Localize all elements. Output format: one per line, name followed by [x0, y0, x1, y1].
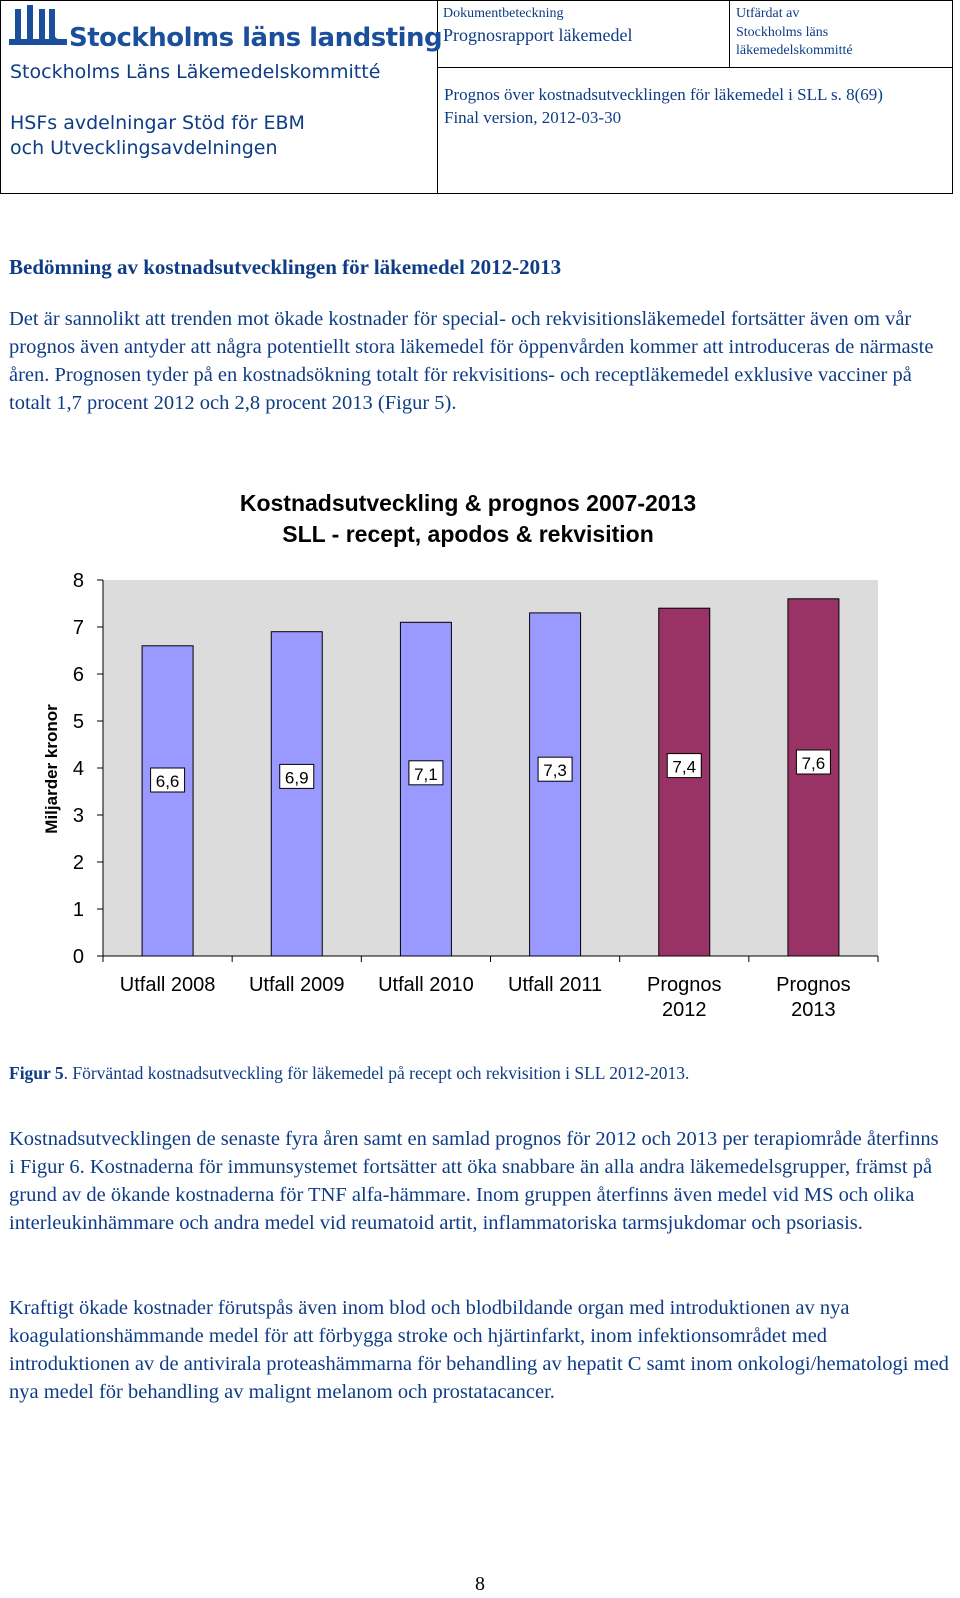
x-tick-label: Prognos [647, 974, 722, 996]
x-tick-label: Prognos [776, 974, 851, 996]
doc-designation-cell [437, 1, 730, 68]
chart-subtitle: SLL - recept, apodos & rekvisition [282, 521, 654, 547]
paragraph-1: Det är sannolikt att trenden mot ökade kostnader för special- och rekvisitionsläkemedel fortsätter även om vår prognos även antyder att några potentiellt stora läkemedel för öppenvården kommer att introduceras de närmaste åren. Prognosen tyder på en kostnadsökning totalt för rekvisitions- och receptläkemedel exklusive vacciner på totalt 1,7 procent 2012 och 2,8 procent 2013 (Figur 5). [9, 308, 934, 414]
x-tick-label: 2012 [662, 999, 707, 1021]
y-tick-label: 4 [72, 758, 84, 780]
chart-title: Kostnadsutveckling & prognos 2007-2013 [239, 490, 697, 516]
y-tick-label: 8 [72, 570, 84, 592]
y-tick-label: 2 [72, 852, 84, 874]
issued-by-cell [730, 1, 952, 68]
figure-caption-label: Figur 5 [9, 1063, 64, 1083]
paragraph-2: Kostnadsutvecklingen de senaste fyra åren samt en samlad prognos för 2012 och 2013 per terapiområde återfinns i Figur 6. Kostnaderna för immunsystemet fortsätter att öka snabbare än alla andra läkemedelsgrupper, främst på grund av de ökande kostnaderna för TNF alfa-hämmare. Inom gruppen återfinns även medel vid MS och olika interleukinhämmare och andra medel vid reumatoid artit, inflammatoriska tarmsjukdomar och psoriasis. [9, 1128, 939, 1234]
org-department-line2: och Utvecklingsavdelningen [10, 137, 278, 159]
bar-prognos [788, 599, 839, 956]
y-tick-label: 0 [72, 946, 84, 968]
x-tick-label: Utfall 2011 [508, 974, 603, 996]
y-tick-label: 7 [72, 617, 84, 639]
page-number: 8 [475, 1573, 485, 1595]
x-tick-label: Utfall 2008 [119, 974, 216, 996]
x-tick-label: Utfall 2009 [248, 974, 345, 996]
document-header [0, 0, 953, 194]
doc-designation-value: Prognosrapport läkemedel [443, 25, 633, 45]
data-label: 7,3 [543, 761, 567, 781]
bar-utfall [142, 646, 193, 956]
org-name: Stockholms Läns Läkemedelskommitté [10, 61, 381, 83]
plot-area [103, 580, 878, 956]
x-tick-label: Utfall 2010 [378, 974, 474, 996]
figure-caption-text: . Förväntad kostnadsutveckling för läkemedel på recept och rekvisition i SLL 2012-2013. [63, 1063, 690, 1083]
data-label: 7,1 [414, 764, 438, 784]
header-left-cell [1, 1, 443, 193]
doc-designation-label: Dokumentbeteckning [443, 6, 564, 21]
data-label: 6,9 [284, 768, 309, 788]
paragraph-3: Kraftigt ökade kostnader förutspås även inom blod och blodbildande organ med introduktionen av nya koagulationshämmande medel för att förbygga stroke och hjärtinfarkt, inom infektionsområdet med introduktionen av de antivirala proteashämmarna för behandling av hepatit C samt inom onkologi/hematologi med nya medel för behandling av malignt melanom och prostatacancer. [9, 1297, 949, 1403]
data-label: 7,4 [672, 757, 697, 777]
section-heading: Bedömning av kostnadsutvecklingen för läkemedel 2012-2013 [9, 255, 562, 279]
y-axis-label: Miljarder kronor [42, 704, 61, 834]
x-tick-label: 2013 [791, 999, 836, 1021]
data-label: 7,6 [801, 754, 826, 773]
y-tick-label: 3 [72, 805, 84, 827]
doc-subtitle: Prognos över kostnadsutvecklingen för läkemedel i SLL s. 8(69) [444, 85, 883, 104]
data-label: 6,6 [155, 772, 180, 791]
org-department-line1: HSFs avdelningar Stöd för EBM [10, 112, 305, 134]
figure-caption [9, 1063, 689, 1084]
bar-utfall [271, 632, 322, 956]
bar-utfall [400, 622, 451, 956]
bar-prognos [659, 608, 710, 956]
issued-by-label: Utfärdat av [736, 6, 800, 21]
y-tick-label: 6 [72, 664, 84, 686]
y-tick-label: 5 [72, 711, 84, 733]
bar-utfall [530, 613, 581, 956]
y-tick-label: 1 [72, 899, 84, 921]
doc-version: Final version, 2012-03-30 [444, 108, 622, 127]
issued-by-value: Stockholms läns läkemedelskommitté [736, 25, 853, 58]
logo-text: Stockholms läns landsting [69, 23, 443, 53]
cost-bar-chart [0, 485, 960, 1045]
